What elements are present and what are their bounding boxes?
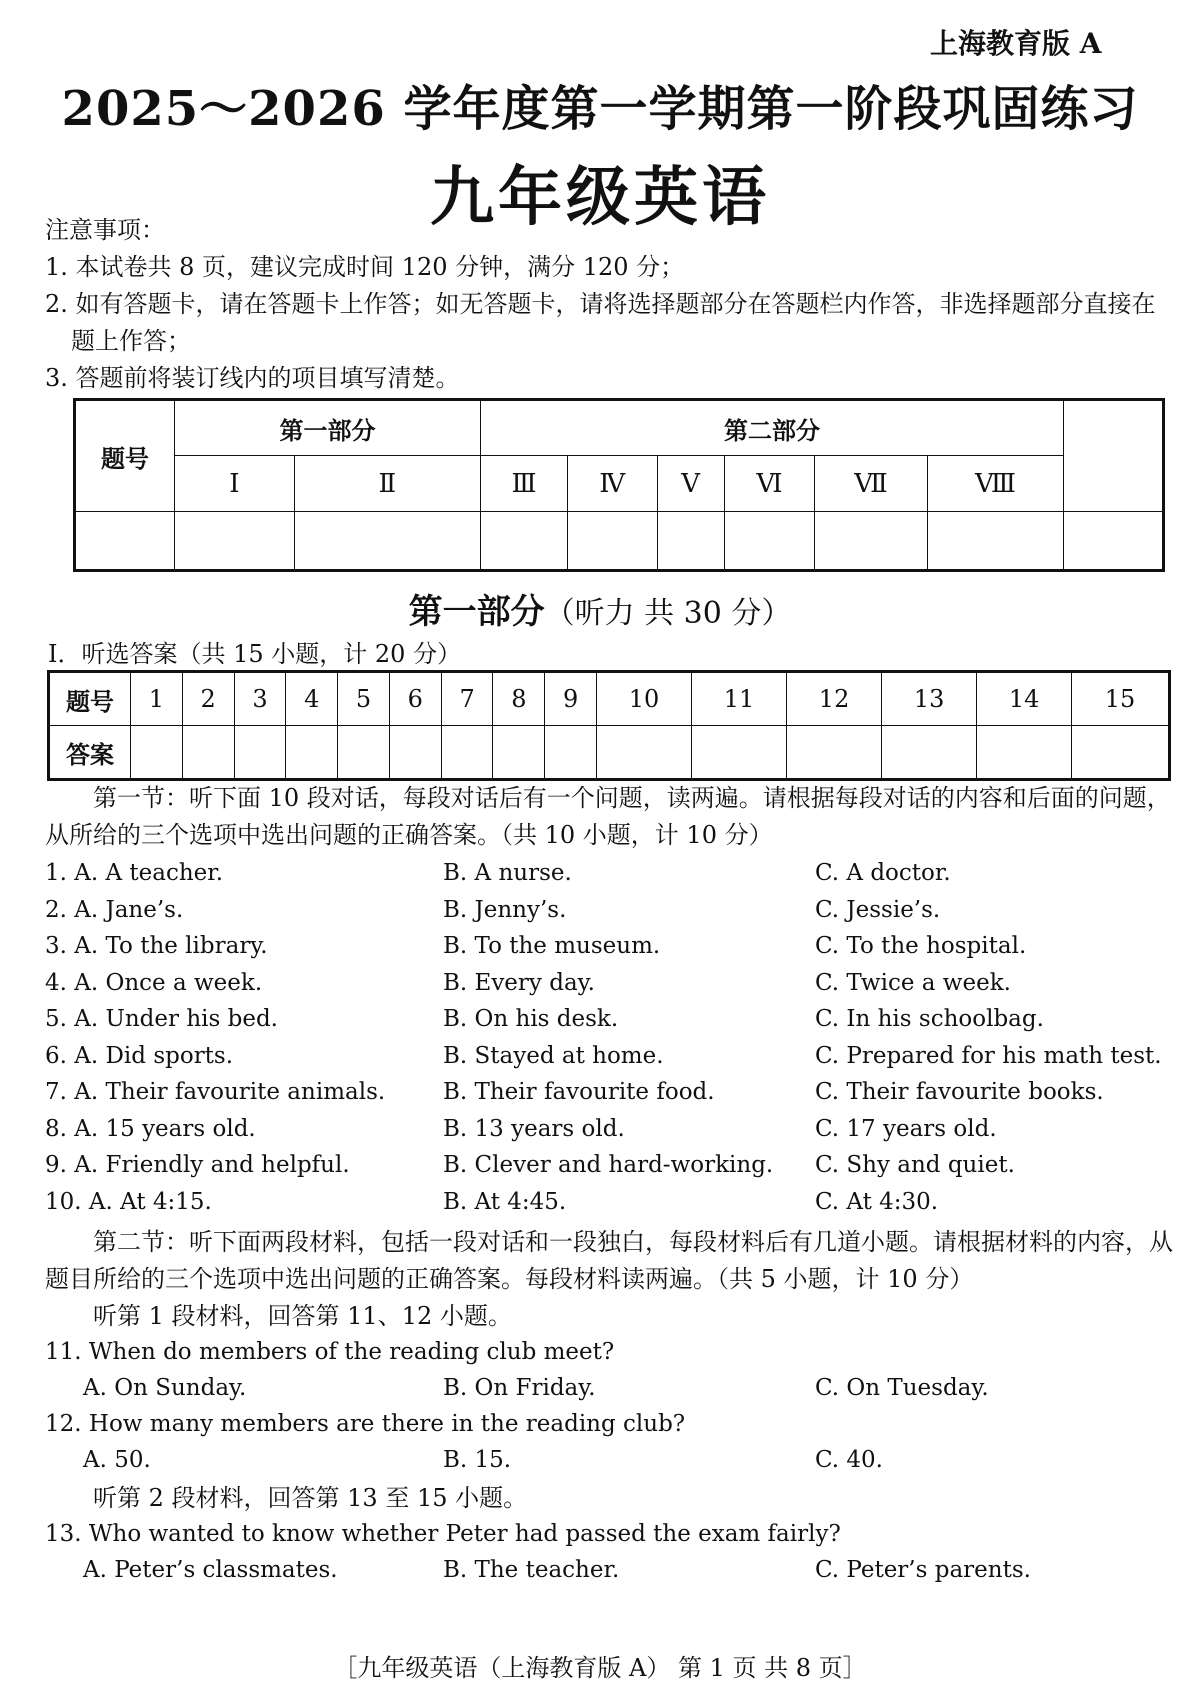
option-b: B. Every day. [443, 969, 595, 996]
answer-cell[interactable] [286, 726, 338, 780]
option-b: B. 13 years old. [443, 1115, 625, 1142]
answer-number: 5 [338, 672, 390, 726]
subject-title: 九年级英语 [430, 161, 770, 235]
option-a: A. 50. [83, 1447, 151, 1473]
answer-number: 1 [131, 672, 183, 726]
score-table-total [1064, 400, 1164, 512]
question-12 [45, 1406, 1175, 1443]
option-b: B. Clever and hard-working. [443, 1152, 774, 1178]
option-c: C. In his schoolbag. [815, 1006, 1044, 1032]
question-12-options [45, 1442, 1175, 1479]
roman-header: Ⅱ [294, 456, 480, 512]
answer-table-row-label: 题号 [49, 672, 131, 726]
question-11 [45, 1334, 1175, 1371]
answer-number: 12 [787, 672, 882, 726]
note-item: 3. 答题前将装订线内的项目填写清楚。 [45, 364, 460, 392]
answer-table [47, 670, 1171, 781]
option-c: C. A doctor. [815, 860, 951, 886]
notes [45, 212, 1175, 397]
score-cell[interactable] [567, 512, 657, 571]
answer-cell[interactable] [389, 726, 441, 780]
question-stem: 13. Who wanted to know whether Peter had passed the exam fairly? [45, 1521, 841, 1547]
answer-number: 9 [545, 672, 597, 726]
question-row [45, 1184, 1175, 1221]
option-c: C. 17 years old. [815, 1115, 997, 1142]
score-cell[interactable] [814, 512, 927, 571]
roman-header: Ⅵ [724, 456, 814, 512]
section-title-sub: （听力 共 30 分） [544, 596, 792, 631]
option-a: 6. A. Did sports. [45, 1042, 234, 1069]
score-cell[interactable] [1064, 512, 1164, 571]
option-a: 1. A. A teacher. [45, 860, 224, 886]
option-b: B. At 4:45. [443, 1188, 567, 1215]
score-table-part2: 第二部分 [481, 400, 1064, 456]
option-b: B. 15. [443, 1447, 512, 1473]
answer-cell[interactable] [787, 726, 882, 780]
answer-cell[interactable] [692, 726, 787, 780]
question-row [45, 1074, 1175, 1111]
part1-instructions: 第一节：听下面 10 段对话，每段对话后有一个问题，读两遍。请根据每段对话的内容和后面的问题，从所给的三个选项中选出问题的正确答案。（共 10 小题，计 10 分） [45, 784, 1171, 849]
option-c: C. On Tuesday. [815, 1375, 989, 1401]
question-row [45, 1111, 1175, 1148]
score-cell[interactable] [928, 512, 1064, 571]
score-cell[interactable] [175, 512, 295, 571]
score-table-part1: 第一部分 [175, 400, 481, 456]
answer-table-row-label: 答案 [49, 726, 131, 780]
option-a: A. Peter’s classmates. [83, 1557, 338, 1583]
question-row [45, 1038, 1175, 1075]
option-c: C. Shy and quiet. [815, 1152, 1015, 1178]
section-title [0, 584, 1200, 633]
notes-heading: 注意事项： [45, 216, 165, 244]
answer-number: 6 [389, 672, 441, 726]
answer-number: 3 [234, 672, 286, 726]
answer-number: 15 [1072, 672, 1170, 726]
option-a: 2. A. Jane’s. [45, 896, 184, 923]
answer-number: 11 [692, 672, 787, 726]
option-c: C. Peter’s parents. [815, 1557, 1031, 1583]
part2-instructions: 第二节：听下面两段材料，包括一段对话和一段独白，每段材料后有几道小题。请根据材料的内容，从题目所给的三个选项中选出问题的正确答案。每段材料读两遍。（共 5 小题，计 10 分） [45, 1228, 1173, 1293]
option-b: B. On his desk. [443, 1006, 619, 1032]
answer-cell[interactable] [441, 726, 493, 780]
answer-cell[interactable] [545, 726, 597, 780]
option-c: C. 40. [815, 1447, 883, 1473]
score-cell[interactable] [481, 512, 568, 571]
answer-number: 7 [441, 672, 493, 726]
option-b: B. To the museum. [443, 933, 661, 959]
option-a: A. On Sunday. [83, 1375, 247, 1401]
question-row [45, 1001, 1175, 1038]
roman-header: Ⅲ [481, 456, 568, 512]
option-b: B. The teacher. [443, 1557, 620, 1583]
roman-header: Ⅳ [567, 456, 657, 512]
roman-header: Ⅴ [657, 456, 724, 512]
option-c: C. To the hospital. [815, 933, 1027, 959]
option-b: B. Their favourite food. [443, 1079, 715, 1105]
answer-cell[interactable] [131, 726, 183, 780]
material2-intro: 听第 2 段材料，回答第 13 至 15 小题。 [93, 1484, 528, 1512]
question-row [45, 1147, 1175, 1184]
answer-number: 10 [597, 672, 692, 726]
answer-number: 14 [977, 672, 1072, 726]
answer-cell[interactable] [338, 726, 390, 780]
question-stem: 12. How many members are there in the reading club? [45, 1411, 686, 1437]
option-c: C. Twice a week. [815, 969, 1011, 996]
score-cell[interactable] [657, 512, 724, 571]
question-stem: 11. When do members of the reading club meet? [45, 1339, 615, 1365]
option-c: C. Jessie’s. [815, 896, 941, 923]
answer-number: 8 [493, 672, 545, 726]
option-b: B. On Friday. [443, 1375, 596, 1401]
question-13 [45, 1516, 1175, 1553]
roman-header: Ⅷ [928, 456, 1064, 512]
answer-number: 4 [286, 672, 338, 726]
option-b: B. Stayed at home. [443, 1042, 664, 1069]
score-table [73, 398, 1165, 572]
question-11-options [45, 1370, 1175, 1407]
edition-label: 上海教育版 A [930, 27, 1102, 60]
answer-cell[interactable] [493, 726, 545, 780]
option-a: 4. A. Once a week. [45, 969, 263, 996]
answer-cell[interactable] [597, 726, 692, 780]
score-cell[interactable] [294, 512, 480, 571]
option-b: B. A nurse. [443, 860, 572, 886]
option-c: C. Prepared for his math test. [815, 1042, 1162, 1069]
option-b: B. Jenny’s. [443, 896, 567, 923]
answer-cell[interactable] [882, 726, 977, 780]
option-a: 3. A. To the library. [45, 933, 268, 959]
question-row [45, 965, 1175, 1002]
question-13-options [45, 1552, 1175, 1589]
option-a: 10. A. At 4:15. [45, 1188, 212, 1215]
option-c: C. At 4:30. [815, 1188, 939, 1215]
option-c: C. Their favourite books. [815, 1079, 1104, 1105]
material1-intro: 听第 1 段材料，回答第 11、12 小题。 [93, 1302, 512, 1330]
roman-header: Ⅰ [175, 456, 295, 512]
answer-number: 13 [882, 672, 977, 726]
section-title-main: 第一部分 [408, 592, 545, 632]
option-a: 9. A. Friendly and helpful. [45, 1152, 350, 1178]
note-item: 2. 如有答题卡，请在答题卡上作答；如无答题卡，请将选择题部分在答题栏内作答，非选择题部分直接在题上作答； [45, 290, 1156, 355]
page-footer: ［九年级英语（上海教育版 A） 第 1 页 共 8 页］ [333, 1654, 867, 1682]
option-a: 5. A. Under his bed. [45, 1006, 278, 1032]
answer-cell[interactable] [977, 726, 1072, 780]
part1-heading: Ⅰ．听选答案（共 15 小题，计 20 分） [48, 640, 462, 668]
score-cell[interactable] [75, 512, 175, 571]
score-cell[interactable] [724, 512, 814, 571]
answer-cell[interactable] [234, 726, 286, 780]
roman-header: Ⅶ [814, 456, 927, 512]
question-row [45, 855, 1175, 892]
answer-cell[interactable] [1072, 726, 1170, 780]
answer-cell[interactable] [182, 726, 234, 780]
answer-number: 2 [182, 672, 234, 726]
option-a: 7. A. Their favourite animals. [45, 1079, 386, 1105]
score-table-label: 题号 [75, 400, 175, 512]
question-row [45, 892, 1175, 929]
exam-title: 2025～2026 学年度第一学期第一阶段巩固练习 [61, 81, 1139, 137]
question-row [45, 928, 1175, 965]
option-a: 8. A. 15 years old. [45, 1115, 256, 1142]
note-item: 1. 本试卷共 8 页，建议完成时间 120 分钟，满分 120 分； [45, 253, 685, 281]
